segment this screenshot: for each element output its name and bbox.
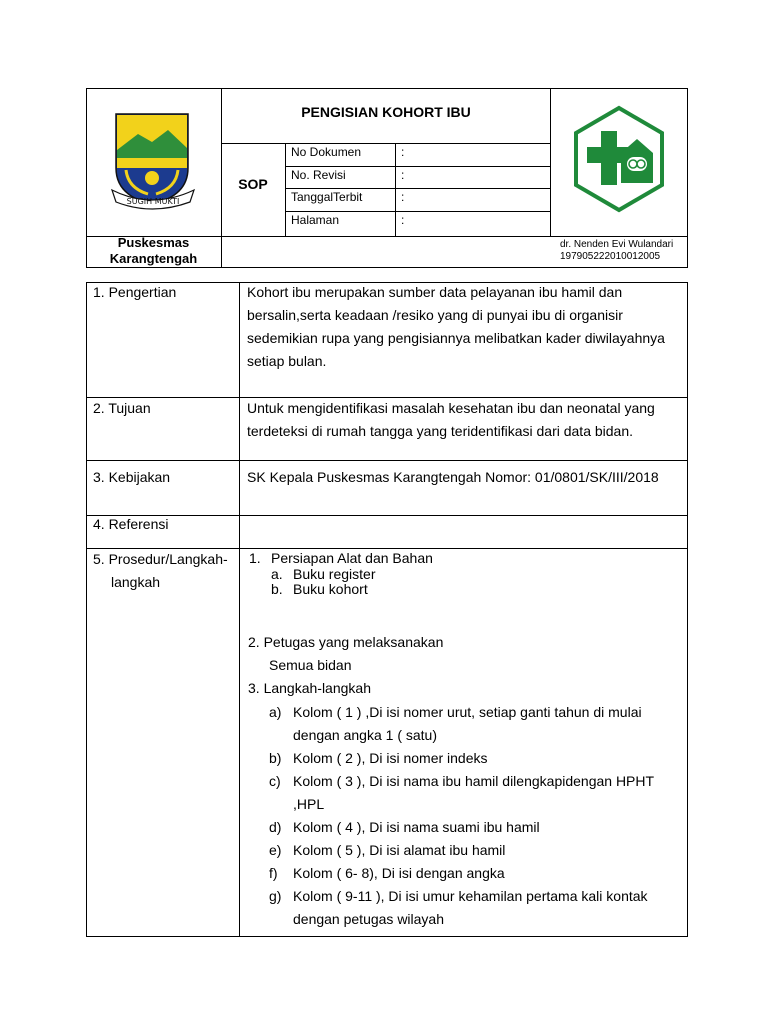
tujuan-line-1: Untuk mengidentifikasi masalah kesehatan ibu dan neonatal yang	[247, 400, 655, 416]
step3-item-c-line1: Kolom ( 3 ), Di isi nama ibu hamil dilengkapidengan HPHT	[293, 773, 655, 789]
pengertian-line-4: setiap bulan.	[247, 353, 327, 369]
header-border-right	[687, 88, 688, 268]
tujuan-line-2: terdeteksi di rumah tangga yang teridentifikasi dari data bidan.	[247, 423, 634, 439]
organization-name-line2: Karangtengah	[109, 251, 198, 266]
step1-title: Persiapan Alat dan Bahan	[271, 550, 433, 566]
emblem-motto: SUGIH MUKTI	[126, 197, 180, 206]
step3-item-marker-g: g)	[269, 888, 282, 904]
meta-divider-mid	[395, 143, 396, 237]
meta-row-line-2	[285, 188, 551, 189]
organization-name-line1: Puskesmas	[117, 235, 190, 250]
section-label-tujuan: 2. Tujuan	[93, 400, 151, 416]
pengertian-line-2: bersalin,serta keadaan /resiko yang di punyai ibu di organisir	[247, 307, 623, 323]
section-label-prosedur-line1: 5. Prosedur/Langkah-	[93, 551, 228, 567]
section-label-referensi: 4. Referensi	[93, 516, 169, 532]
step3-item-marker-c: c)	[269, 773, 281, 789]
content-border-left	[86, 282, 87, 937]
kebijakan-text: SK Kepala Puskesmas Karangtengah Nomor: 01/0801/SK/III/2018	[247, 469, 659, 485]
step2-title: 2. Petugas yang melaksanakan	[248, 634, 444, 650]
meta-row-line-3	[285, 211, 551, 212]
step3-item-marker-e: e)	[269, 842, 282, 858]
section-label-kebijakan: 3. Kebijakan	[93, 469, 171, 485]
step3-item-marker-d: d)	[269, 819, 282, 835]
step3-title: 3. Langkah-langkah	[248, 680, 371, 696]
header-border-top	[86, 88, 688, 89]
content-border-right	[687, 282, 688, 937]
step3-item-f-line1: Kolom ( 6- 8), Di isi dengan angka	[293, 865, 505, 881]
meta-value-tanggal-terbit: :	[401, 190, 405, 204]
step3-item-g-line1: Kolom ( 9-11 ), Di isi umur kehamilan pertama kali kontak	[293, 888, 648, 904]
meta-value-no-revisi: :	[401, 168, 405, 182]
header-border-bottom	[86, 267, 688, 268]
step3-item-marker-f: f)	[269, 865, 278, 881]
document-title: PENGISIAN KOHORT IBU	[301, 104, 471, 120]
row-border-3	[86, 515, 688, 516]
meta-label-no-dokumen: No Dokumen	[291, 145, 362, 159]
section-label-prosedur-line2: langkah	[111, 574, 161, 590]
step3-item-e-line1: Kolom ( 5 ), Di isi alamat ibu hamil	[293, 842, 506, 858]
step3-item-a-line1: Kolom ( 1 ) ,Di isi nomer urut, setiap ganti tahun di mulai	[293, 704, 642, 720]
pengertian-line-1: Kohort ibu merupakan sumber data pelayanan ibu hamil dan	[247, 284, 623, 300]
content-divider	[239, 282, 240, 937]
signatory-nip: 197905222010012005	[560, 251, 661, 262]
section-label-pengertian: 1. Pengertian	[93, 284, 177, 300]
step1-item-text-b: Buku kohort	[293, 581, 368, 597]
content-border-bottom	[86, 936, 688, 937]
step2-value: Semua bidan	[269, 657, 352, 673]
content-border-top	[86, 282, 688, 283]
row-border-1	[86, 397, 688, 398]
meta-label-no-revisi: No. Revisi	[291, 168, 346, 182]
step3-item-b-line1: Kolom ( 2 ), Di isi nomer indeks	[293, 750, 488, 766]
title-border	[221, 143, 551, 144]
step3-item-c-line2: ,HPL	[293, 796, 325, 812]
step3-item-g-line2: dengan petugas wilayah	[293, 911, 445, 927]
step1-number: 1.	[249, 550, 261, 566]
step1-item-marker-b: b.	[271, 581, 283, 597]
row-border-2	[86, 460, 688, 461]
signatory-name: dr. Nenden Evi Wulandari	[560, 239, 674, 250]
step3-item-marker-b: b)	[269, 750, 282, 766]
meta-row-line-1	[285, 166, 551, 167]
pengertian-line-3: sedemikian rupa yang pengisiannya melibatkan kader diwilayahnya	[247, 330, 665, 346]
step3-item-d-line1: Kolom ( 4 ), Di isi nama suami ibu hamil	[293, 819, 540, 835]
meta-value-halaman: :	[401, 213, 405, 227]
meta-label-halaman: Halaman	[291, 213, 340, 227]
step3-item-a-line2: dengan angka 1 ( satu)	[293, 727, 437, 743]
meta-divider-left	[285, 143, 286, 237]
regency-emblem	[108, 110, 198, 212]
step1-item-marker-a: a.	[271, 566, 283, 582]
step1-item-text-a: Buku register	[293, 566, 376, 582]
meta-label-tanggal-terbit: TanggalTerbit	[291, 190, 363, 204]
sop-label: SOP	[238, 176, 268, 192]
step3-item-marker-a: a)	[269, 704, 282, 720]
puskesmas-logo-icon	[571, 105, 667, 213]
meta-value-no-dokumen: :	[401, 145, 405, 159]
row-border-4	[86, 548, 688, 549]
